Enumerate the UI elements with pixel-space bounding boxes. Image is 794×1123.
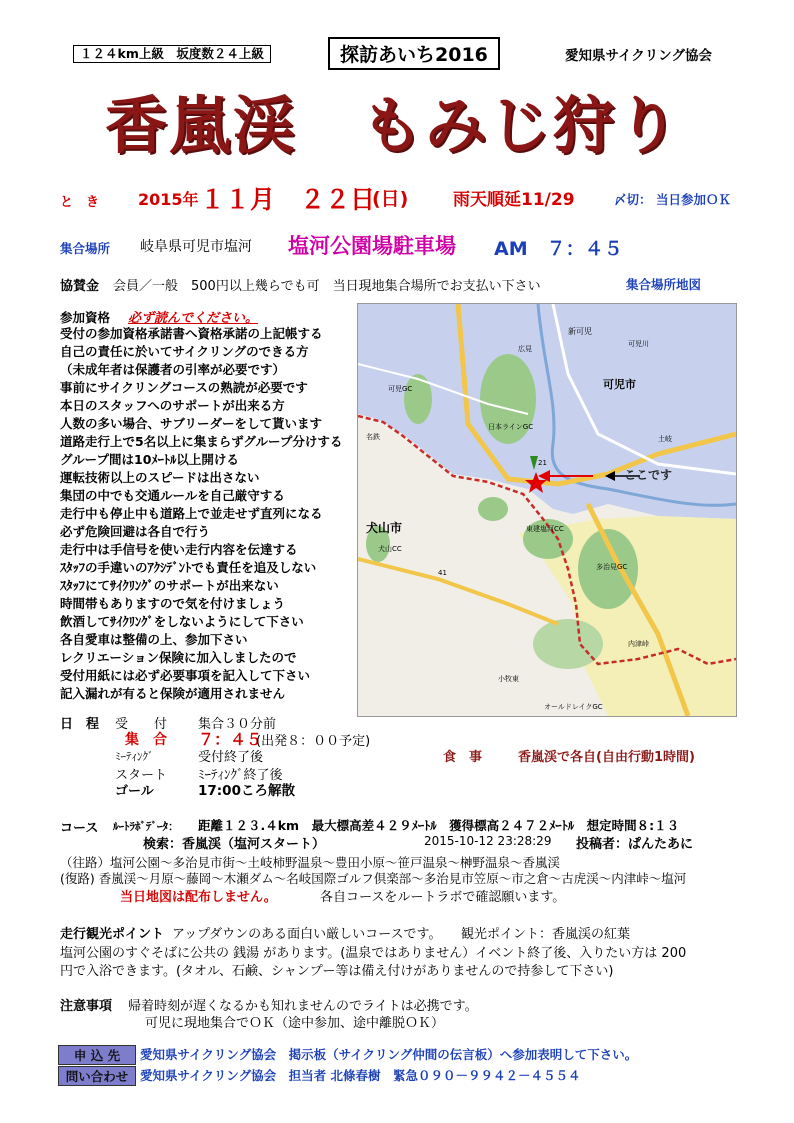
map-label-inuyama: 犬山市: [366, 521, 403, 535]
meeting-time: AM ７：４５: [494, 238, 623, 260]
schedule-start: スタート: [115, 768, 168, 783]
list-item: 本日のスタッフへのサポートが出来る方: [60, 398, 285, 413]
date-year: 2015年: [138, 190, 199, 209]
list-item: 運転技術以上のスピードは出さない: [60, 470, 260, 485]
contact-label: 問い合わせ: [58, 1066, 136, 1086]
schedule-goal: ゴール: [115, 784, 154, 799]
map-label-oldlake: オールドレイクGC: [544, 703, 603, 711]
schedule-meeting-val: 受付終了後: [198, 750, 264, 765]
deadline-mark: 〆切：: [614, 192, 652, 207]
list-item: 集団の中でも交通ルールを自己厳守する: [60, 488, 285, 503]
rain-date: 雨天順延11/29: [453, 190, 575, 210]
list-item: 飲酒してｻｲｸﾘﾝｸﾞをしないようにして下さい: [60, 614, 304, 629]
contact-text: 愛知県サイクリング協会 担当者 北條春樹 緊急０９０－９９４２－４５５４: [140, 1068, 581, 1083]
meeting-label: 集合場所: [60, 241, 111, 256]
date-label: と き: [60, 195, 100, 210]
schedule-uketsuke: 受 付: [115, 717, 168, 732]
map-label-rt21: 21: [538, 459, 547, 467]
course-label: コース: [60, 821, 99, 836]
course-stats: 距離１２３.４km 最大標高差４２９ﾒｰﾄﾙ 獲得標高２４７２ﾒｰﾄﾙ 想定時間８:１３: [198, 818, 680, 833]
course-return: (復路) 香嵐渓～月原～藤岡～木瀬ダム～名岐国際ゴルフ倶楽部～多治見市笠原～市之倉～古虎渓～内津峠～塩河: [60, 871, 687, 886]
points-text2: 塩河公園のすぐそばに公共の 銭湯 があります。(温泉ではありません）イベント終了後、入りたい方は 200: [60, 946, 687, 961]
map-label-route: 土岐: [658, 435, 672, 443]
deadline-value: 当日参加ＯＫ: [656, 192, 732, 207]
meeting-map[interactable]: [357, 303, 737, 717]
map-label-tadodo: 多治見GC: [596, 563, 628, 571]
list-item: 自己の責任に於いてサイクリングのできる方: [60, 344, 309, 359]
map-label-sakahogi: 広見: [518, 345, 532, 353]
list-item: 事前にサイクリングコースの熟読が必要です: [60, 380, 308, 395]
list-item: 各自愛車は整備の上、参加下さい: [60, 632, 248, 647]
map-label-komaki: 小牧東: [498, 675, 519, 683]
map-label-here: ここです: [624, 468, 673, 482]
map-label-kanigc: 可児GC: [388, 385, 413, 393]
map-label-higashi: 東建塩河CC: [526, 525, 564, 533]
list-item: 走行中も停止中も道路上で並走せず直列になる: [60, 506, 323, 521]
list-item: 受付の参加資格承諾書へ資格承諾の上記帳する: [60, 326, 323, 341]
list-item: 記入漏れが有ると保険が適用されません: [60, 686, 286, 701]
meal-label: 食 事: [443, 750, 483, 765]
schedule-shugo-time: ７：４５: [198, 730, 263, 749]
points-text1: アップダウンのある面白い厳しいコースです。 観光ポイント：香嵐渓の紅葉: [172, 927, 630, 942]
date-monthday: １１月 ２２日: [200, 185, 376, 214]
meal-val: 香嵐渓で各自(自由行動1時間): [518, 750, 695, 765]
list-item: 道路走行上で5名以上に集まらずグループ分けする: [60, 434, 343, 449]
notes-text2: 可児に現地集合でＯＫ（途中参加、途中離脱ＯＫ）: [145, 1016, 445, 1031]
notes-label: 注意事項: [60, 999, 113, 1014]
list-item: グループ間は10ﾒｰﾄﾙ以上開ける: [60, 452, 239, 467]
map-label-kani: 可児市: [603, 378, 636, 391]
list-item: 人数の多い場合、サブリーダーをして貰います: [60, 416, 323, 431]
course-outbound: （往路）塩河公園～多治見市街～土岐柿野温泉～豊田小原～笹戸温泉～榊野温泉～香嵐渓: [60, 855, 561, 870]
list-item: ｽﾀｯﾌにてｻｲｸﾘﾝｸﾞのサポートが出来ない: [60, 578, 279, 593]
page-title: 香嵐渓 もみじ狩り: [105, 89, 682, 162]
points-text3: 円で入浴できます。(タオル、石鹸、シャンプー等は備え付けがありませんので持参して下さい): [60, 964, 614, 979]
course-search: 検索：香嵐渓（塩河スタート）: [143, 837, 326, 852]
course-posted: 2015-10-12 23:28:29: [424, 834, 552, 848]
list-item: （未成年者は保護者の引率が必要です）: [60, 362, 286, 377]
course-poster: 投稿者：ぱんたあに: [576, 837, 694, 852]
event-series: 探訪あいち2016: [328, 37, 500, 70]
map-link[interactable]: 集合場所地図: [626, 277, 702, 292]
list-item: レクリエーション保険に加入しましたので: [60, 650, 297, 665]
must-read: 必ず読んでください。: [128, 311, 259, 326]
fee-text: 会員／一般 500円以上幾らでも可 当日現地集合場所でお支払い下さい: [113, 279, 541, 294]
list-item: ｽﾀｯﾌの手違いのｱｸｼﾃﾞﾝﾄでも責任を追及しない: [60, 560, 317, 575]
apply-label: 申 込 先: [58, 1045, 136, 1065]
list-item: 走行中は手信号を使い走行内容を伝達する: [60, 542, 298, 557]
list-item: 必ず危険回避は各自で行う: [60, 524, 211, 539]
schedule-uketsuke-val: 集合３０分前: [198, 717, 277, 732]
map-label-uchitsu: 内津峠: [628, 640, 649, 648]
map-label-kawakami: 可児川: [628, 340, 649, 348]
apply-text: 愛知県サイクリング協会 掲示板（サイクリング仲間の伝言板）へ参加表明して下さい。: [140, 1047, 638, 1062]
map-label-nihonrhine: 日本ラインGC: [488, 423, 534, 431]
course-check: 各自コースをルートラボで確認願います。: [320, 890, 566, 905]
course-no-map: 当日地図は配布しません。: [120, 890, 277, 905]
list-item: 時間帯もありますので気を付けましょう: [60, 596, 286, 611]
points-label: 走行観光ポイント: [60, 927, 165, 942]
map-label-shinkani: 新可児: [568, 327, 592, 336]
fee-label: 協賛金: [60, 279, 100, 294]
schedule-shugo: 集 合: [125, 732, 167, 748]
qualification-list: [60, 325, 342, 703]
course-data-label: ﾙｰﾄﾗﾎﾞﾃﾞｰﾀ：: [113, 820, 179, 833]
qualification-label: 参加資格: [60, 310, 111, 325]
map-label-rt41: 41: [438, 569, 447, 577]
map-label-inuyamacc: 犬山CC: [378, 545, 402, 553]
schedule-goal-val: 17:00ころ解散: [198, 783, 295, 799]
schedule-meeting: ﾐｰﾃｨﾝｸﾞ: [115, 750, 154, 763]
meeting-place: 塩河公園場駐車場: [288, 234, 456, 258]
organizer: 愛知県サイクリング協会: [565, 48, 713, 64]
map-label-meijo: 名鉄: [366, 433, 380, 441]
schedule-label: 日 程: [60, 717, 100, 732]
map-graphic: [358, 304, 736, 716]
meeting-address: 岐阜県可児市塩河: [140, 239, 252, 255]
list-item: 受付用紙には必ず必要事項を記入して下さい: [60, 668, 311, 683]
schedule-shugo-note: (出発８：００予定): [256, 734, 371, 749]
notes-text1: 帰着時刻が遅くなるかも知れませんのでライトは必携です。: [128, 999, 478, 1014]
level-label: １２４km上級 坂度数２４上級: [73, 45, 271, 63]
schedule-start-val: ﾐｰﾃｨﾝｸﾞ終了後: [198, 768, 283, 783]
date-weekday: (日): [372, 188, 409, 210]
